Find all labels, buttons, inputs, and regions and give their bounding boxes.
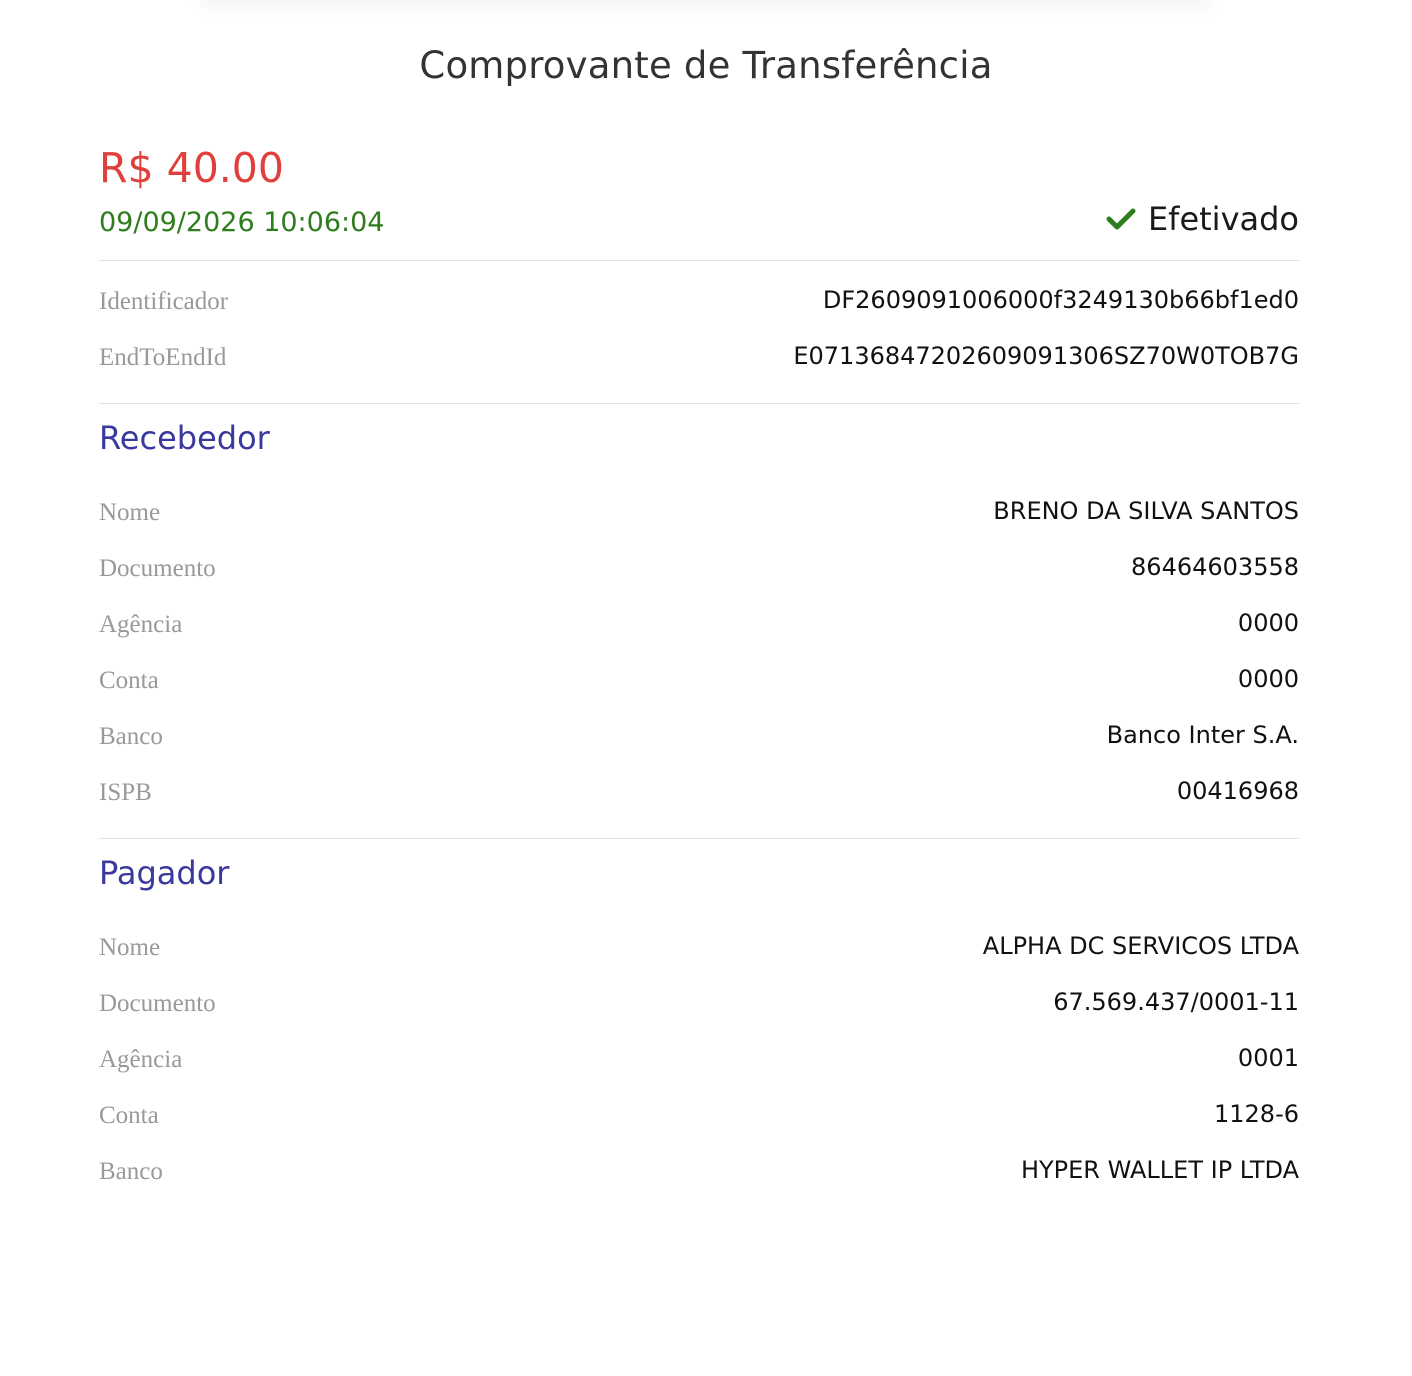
pagador-section-title: Pagador — [99, 854, 230, 892]
divider — [99, 260, 1299, 261]
recebedor-documento-label: Documento — [99, 555, 216, 582]
recebedor-banco-label: Banco — [99, 723, 163, 750]
divider — [99, 838, 1299, 839]
recebedor-conta-row — [99, 667, 1299, 707]
transfer-datetime: 09/09/2026 10:06:04 — [99, 207, 385, 238]
divider — [99, 403, 1299, 404]
recebedor-nome-value: BRENO DA SILVA SANTOS — [993, 497, 1299, 525]
pagador-agencia-value: 0001 — [1237, 1044, 1299, 1072]
pagador-conta-label: Conta — [99, 1102, 159, 1129]
pagador-conta-row — [99, 1102, 1299, 1142]
endtoend-row — [99, 344, 1299, 384]
identificador-row — [99, 288, 1299, 328]
recebedor-ispb-value: 00416968 — [1176, 777, 1299, 805]
recebedor-agencia-value: 0000 — [1237, 609, 1299, 637]
recebedor-agencia-label: Agência — [99, 611, 183, 638]
identificador-label: Identificador — [99, 288, 229, 315]
check-icon — [1106, 207, 1136, 231]
pagador-documento-row — [99, 990, 1299, 1030]
pagador-documento-value: 67.569.437/0001-11 — [1053, 988, 1299, 1016]
recebedor-documento-value: 86464603558 — [1131, 553, 1299, 581]
recebedor-banco-value: Banco Inter S.A. — [1106, 721, 1299, 749]
recebedor-nome-label: Nome — [99, 499, 161, 526]
pagador-banco-row — [99, 1158, 1299, 1198]
transfer-amount: R$ 40.00 — [99, 144, 284, 192]
pagador-conta-value: 1128-6 — [1213, 1100, 1299, 1128]
pagador-banco-label: Banco — [99, 1158, 163, 1185]
endtoend-label: EndToEndId — [99, 344, 227, 371]
page-title: Comprovante de Transferência — [419, 44, 993, 87]
recebedor-agencia-row — [99, 611, 1299, 651]
recebedor-documento-row — [99, 555, 1299, 595]
identificador-value: DF2609091006000f3249130b66bf1ed0 — [822, 286, 1299, 314]
status-label: Efetivado — [1147, 200, 1299, 238]
status-badge — [1106, 200, 1299, 238]
pagador-banco-value: HYPER WALLET IP LTDA — [1020, 1156, 1299, 1184]
pagador-nome-value: ALPHA DC SERVICOS LTDA — [982, 932, 1299, 960]
recebedor-conta-value: 0000 — [1237, 665, 1299, 693]
recebedor-conta-label: Conta — [99, 667, 159, 694]
endtoend-value: E07136847202609091306SZ70W0TOB7G — [793, 342, 1299, 370]
pagador-agencia-row — [99, 1046, 1299, 1086]
pagador-agencia-label: Agência — [99, 1046, 183, 1073]
recebedor-nome-row — [99, 499, 1299, 539]
recebedor-ispb-label: ISPB — [99, 779, 152, 806]
recebedor-section-title: Recebedor — [99, 419, 270, 457]
pagador-nome-row — [99, 934, 1299, 974]
recebedor-banco-row — [99, 723, 1299, 763]
pagador-documento-label: Documento — [99, 990, 216, 1017]
recebedor-ispb-row — [99, 779, 1299, 819]
pagador-nome-label: Nome — [99, 934, 161, 961]
